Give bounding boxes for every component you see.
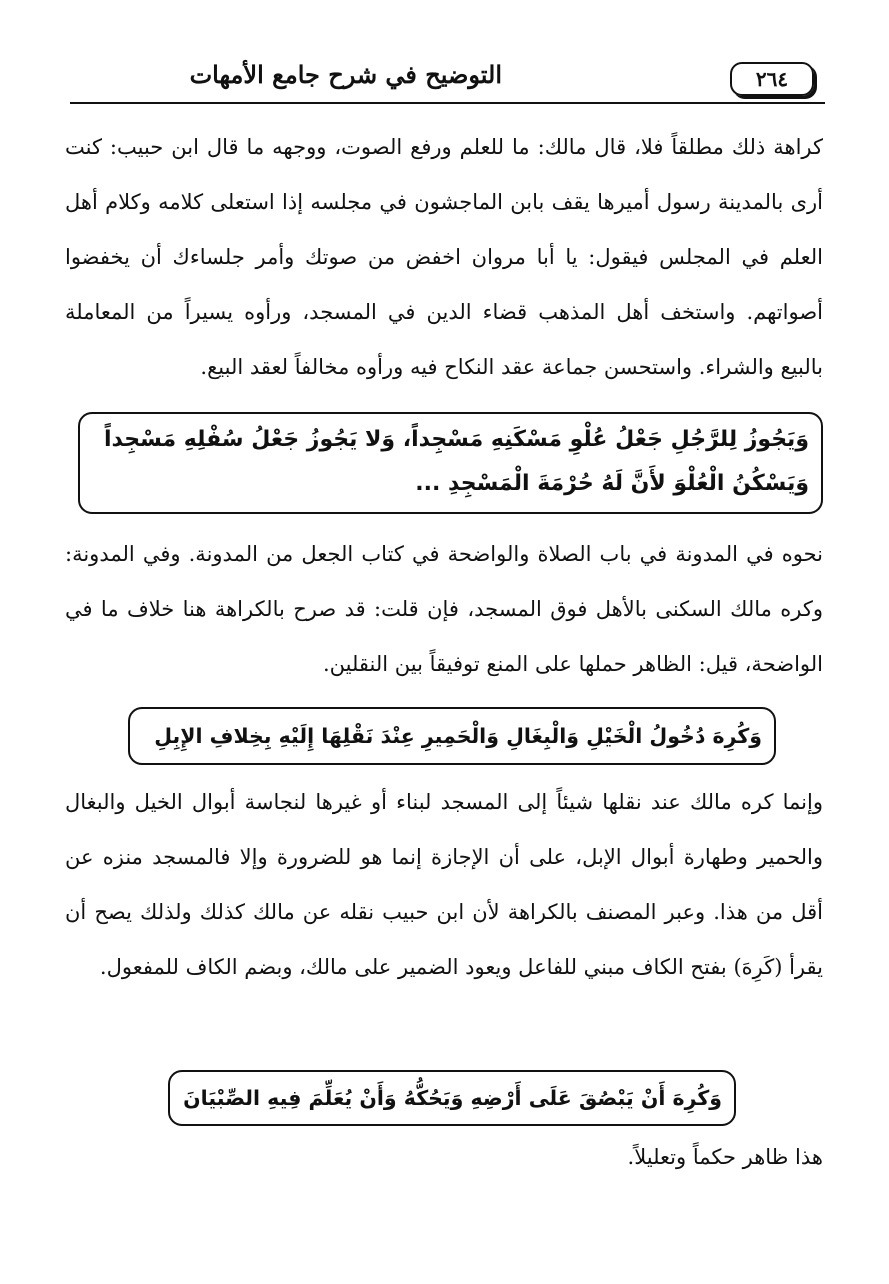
matn-line: وَيَجُوزُ لِلرَّجُلِ جَعْلُ عُلْوِ مَسْكَنِهِ مَسْجِداً، وَلا يَجُوزُ جَعْلُ سُفْلِهِ مَسْجِداً <box>103 427 809 452</box>
matn-box-1 <box>78 412 823 514</box>
page-header <box>50 52 825 102</box>
commentary-paragraph-2: نحوه في المدونة في باب الصلاة والواضحة في كتاب الجعل من المدونة. وفي المدونة: وكره مالك السكنى بالأهل فوق المسجد، فإن قلت: قد صرح بالكراهة هنا خلاف ما في الواضحة، قيل: الظاهر حملها على المنع توفيقاً بين النقلين. <box>65 542 823 676</box>
matn-line: وَكُرِهَ دُخُولُ الْخَيْلِ وَالْبِغَالِ وَالْحَمِيرِ عِنْدَ نَقْلِهَا إِلَيْهِ بِخِلافِ الإِبِلِ <box>154 724 762 748</box>
commentary-paragraph-4: هذا ظاهر حكماً وتعليلاً. <box>627 1145 823 1169</box>
commentary-paragraph-1: كراهة ذلك مطلقاً فلا، قال مالك: ما للعلم ورفع الصوت، ووجهه ما قال ابن حبيب: كنت أرى بالمدينة رسول أميرها يقف بابن الماجشون في مجلسه إذا استعلى كلامه وكلام أهل العلم في المجلس فيقول: يا أبا مروان اخفض من صوتك وأمر جلساءك أن يخفضوا أصواتهم. واستخف أهل المذهب قضاء الدين في المسجد، ورأوه يسيراً من المعاملة بالبيع والشراء. واستحسن جماعة عقد النكاح فيه ورأوه مخالفاً لعقد البيع. <box>65 135 823 379</box>
matn-box-3 <box>168 1070 736 1126</box>
page-number: ٢٦٤ <box>730 62 814 96</box>
matn-box-2 <box>128 707 776 765</box>
header-rule <box>70 102 825 104</box>
matn-line: وَكُرِهَ أَنْ يَبْصُقَ عَلَى أَرْضِهِ وَيَحُكُّهُ وَأَنْ يُعَلِّمَ فِيهِ الصِّبْيَانَ <box>183 1086 722 1110</box>
matn-line: وَيَسْكُنُ الْعُلْوَ لأَنَّ لَهُ حُرْمَةَ الْمَسْجِدِ ... <box>415 471 809 496</box>
book-title: التوضيح في شرح جامع الأمهات <box>189 60 502 89</box>
commentary-paragraph-3: وإنما كره مالك عند نقلها شيئاً إلى المسجد لبناء أو غيرها لنجاسة أبوال الخيل والبغال والحمير وطهارة أبوال الإبل، على أن الإجازة إنما هو للضرورة وإلا فالمسجد منزه عن أقل من هذا. وعبر المصنف بالكراهة لأن ابن حبيب نقله عن مالك كذلك ولذلك يصح أن يقرأ (كَرِهَ) بفتح الكاف مبني للفاعل ويعود الضمير على مالك، وبضم الكاف للمفعول. <box>65 790 823 979</box>
